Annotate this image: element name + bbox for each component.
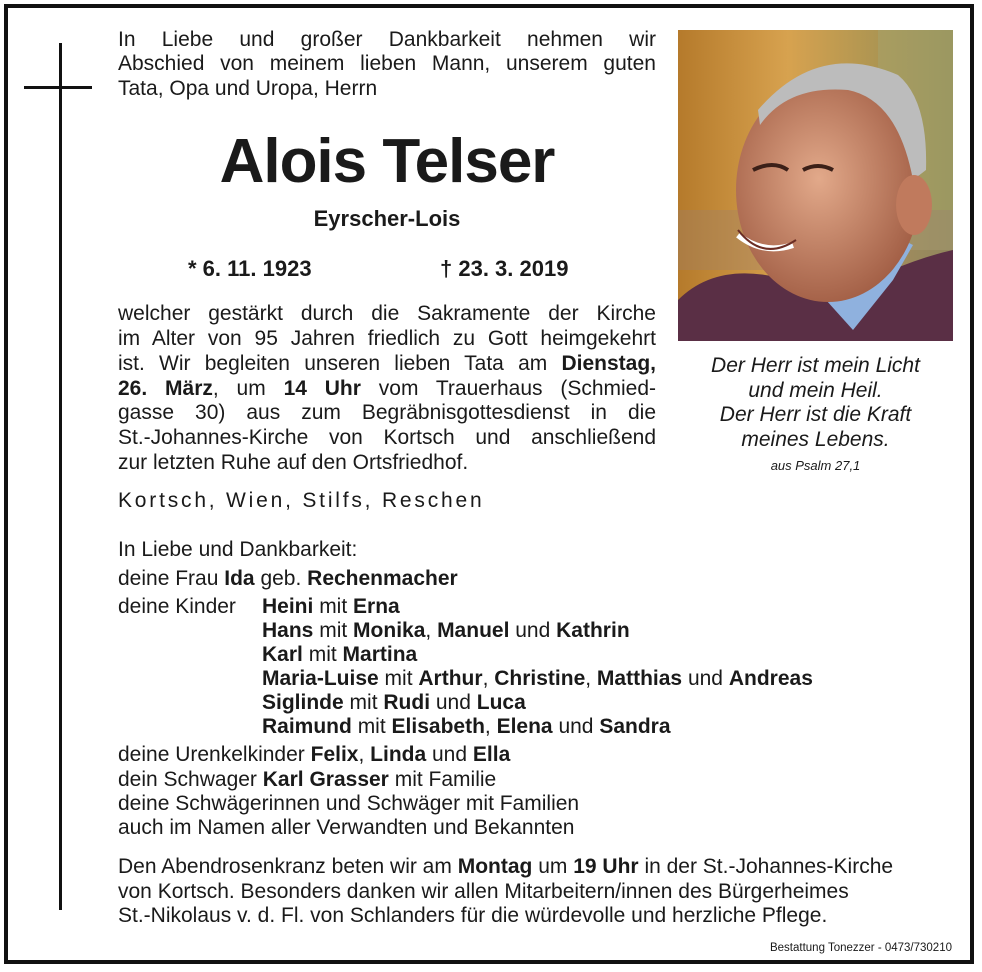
text: mit — [319, 595, 348, 618]
text: deine Frau — [118, 567, 219, 590]
text: und — [687, 667, 723, 690]
body-line-5: gasse 30) aus zum Begräbnisgottesdienst in die — [118, 401, 656, 424]
wife-line — [118, 567, 458, 592]
body-line-7: zur letzten Ruhe auf den Ortsfriedhof. — [118, 451, 469, 474]
text: und — [558, 715, 594, 738]
name: Karl Grasser — [262, 768, 389, 791]
child-line-4: Maria-Luise mit Arthur, Christine, Matthias und Andreas — [262, 667, 813, 690]
body-bold: 26. März — [118, 377, 213, 400]
body-line-2: im Alter von 95 Jahren friedlich zu Gott heimgekehrt — [118, 327, 656, 350]
child-line-5 — [262, 691, 526, 716]
name: Rechenmacher — [307, 567, 458, 590]
intro-line-3: Tata, Opa und Uropa, Herrn — [118, 77, 378, 100]
quote-source: aus Psalm 27,1 — [770, 458, 861, 473]
body-line-1: welcher gestärkt durch die Sakramente der Kirche — [118, 302, 656, 325]
name: Felix — [310, 743, 359, 766]
children-label: deine Kinder — [118, 595, 236, 618]
name: Erna — [353, 595, 400, 618]
quote-line: meines Lebens. — [741, 427, 890, 451]
name: Christine — [494, 667, 586, 690]
brother-in-law-line — [118, 768, 496, 793]
name: Maria-Luise — [262, 667, 379, 690]
name: Sandra — [599, 715, 671, 738]
name: Elisabeth — [391, 715, 485, 738]
text: und — [435, 691, 471, 714]
time: 19 Uhr — [573, 855, 639, 878]
text: mit — [319, 619, 348, 642]
intro-line-1: In Liebe und großer Dankbarkeit nehmen wir — [118, 28, 656, 51]
name: Siglinde — [262, 691, 344, 714]
name: Martina — [342, 643, 418, 666]
quote-line: und mein Heil. — [748, 378, 883, 402]
body-text: , um — [212, 377, 266, 400]
psalm-quote — [678, 354, 953, 452]
rosary-line-1 — [118, 855, 893, 880]
text: dein Schwager — [118, 768, 257, 791]
child-line-2: Hans mit Monika, Manuel und Kathrin — [262, 619, 630, 642]
name: Monika — [353, 619, 426, 642]
child-line-1 — [262, 595, 400, 620]
name: Matthias — [596, 667, 683, 690]
relatives-line: auch im Namen aller Verwandten und Bekannten — [118, 816, 575, 839]
mourners-heading: In Liebe und Dankbarkeit: — [118, 538, 358, 561]
body-text: vom Trauerhaus (Schmied- — [378, 377, 657, 400]
quote-line: Der Herr ist mein Licht — [711, 354, 920, 377]
body-text: ist. Wir begleiten unseren lieben Tata am — [118, 352, 548, 375]
text: und — [515, 619, 551, 642]
intro-line-2: Abschied von meinem lieben Mann, unserem guten — [118, 52, 656, 75]
text: um — [538, 855, 568, 878]
name: Ella — [472, 743, 511, 766]
quote-line: Der Herr ist die Kraft — [719, 403, 912, 426]
name: Manuel — [437, 619, 510, 642]
body-bold: 14 Uhr — [283, 377, 361, 400]
birth-date: * 6. 11. 1923 — [188, 256, 312, 281]
name: Raimund — [262, 715, 352, 738]
name: Ida — [224, 567, 255, 590]
body-line-4 — [118, 377, 656, 402]
day: Montag — [457, 855, 533, 878]
body-bold: Dienstag, — [561, 352, 656, 375]
name: Rudi — [383, 691, 431, 714]
cross-icon — [59, 43, 62, 910]
text: mit — [357, 715, 386, 738]
text: und — [432, 743, 468, 766]
name: Hans — [262, 619, 314, 642]
deceased-nickname: Eyrscher-Lois — [313, 206, 461, 231]
text: mit — [384, 667, 413, 690]
rosary-line-2: von Kortsch. Besonders danken wir allen Mitarbeitern/innen des Bürgerheimes — [118, 880, 849, 903]
places-line: Kortsch, Wien, Stilfs, Reschen — [118, 489, 485, 512]
text: Den Abendrosenkranz beten wir am — [118, 855, 452, 878]
great-grandchildren-line: deine Urenkelkinder Felix, Linda und Ella — [118, 743, 511, 766]
name: Arthur — [418, 667, 483, 690]
text: geb. — [260, 567, 302, 590]
child-line-3 — [262, 643, 417, 668]
body-line-3 — [118, 352, 656, 377]
text: mit Familie — [394, 768, 497, 791]
text: mit — [349, 691, 378, 714]
text: in der St.-Johannes-Kirche — [644, 855, 894, 878]
name: Heini — [262, 595, 314, 618]
death-date: † 23. 3. 2019 — [440, 256, 569, 281]
deceased-name: Alois Telser — [219, 127, 555, 196]
text: mit — [308, 643, 337, 666]
name: Elena — [496, 715, 553, 738]
name: Andreas — [728, 667, 813, 690]
name: Linda — [370, 743, 427, 766]
siblings-in-law-line: deine Schwägerinnen und Schwäger mit Familien — [118, 792, 580, 815]
name: Kathrin — [556, 619, 630, 642]
name: Karl — [262, 643, 303, 666]
cross-icon-bar — [24, 86, 92, 89]
rosary-line-3: St.-Nikolaus v. d. Fl. von Schlanders für die würdevolle und herzliche Pflege. — [118, 904, 828, 927]
body-line-6: St.-Johannes-Kirche von Kortsch und anschließend — [118, 426, 656, 449]
text: deine Urenkelkinder — [118, 743, 305, 766]
child-line-6: Raimund mit Elisabeth, Elena und Sandra — [262, 715, 671, 738]
name: Luca — [476, 691, 526, 714]
funeral-home-credit: Bestattung Tonezzer - 0473/730210 — [769, 942, 952, 954]
portrait-photo — [678, 30, 953, 341]
